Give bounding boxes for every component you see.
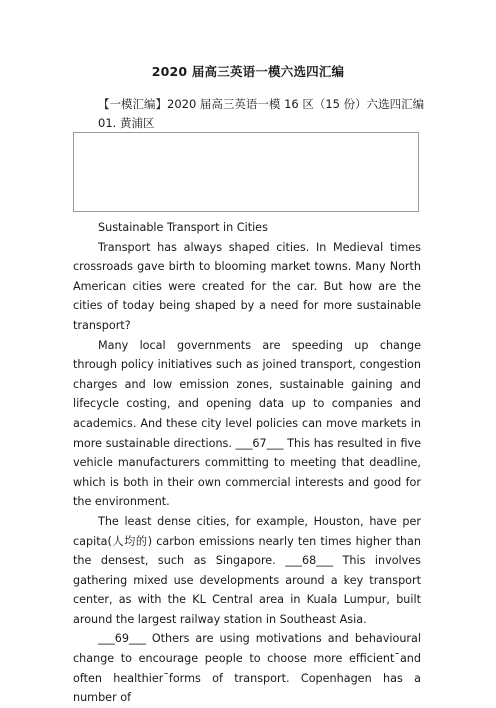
page-title: 2020 届高三英语一模六选四汇编 [151, 64, 345, 79]
article-paragraph: Transport has always shaped cities. In Medieval times crossroads gave birth to blooming market towns. Many North American cities were created for the car. But how are the cities of today being shaped by a need for more sustainable transport? [73, 240, 421, 332]
article-paragraph: ___69___ Others are using motivations and behavioural change to encourage people to choose more efficient¯and often healthier¯forms of transport. Copenhagen has a number of [73, 632, 421, 705]
article-paragraph: The least dense cities, for example, Houston, have per capita(人均的) carbon emissions nearly ten times higher than the densest, such as Singapore. ___68___ This involves gathering mixed use developments around a key transport center, as with the KL Central area in Kuala Lumpur, built around the largest railway station in Southeast Asia. [73, 514, 421, 626]
section-header: 【一模汇编】2020 届高三英语一模 16 区（15 份）六选四汇编 [98, 97, 425, 111]
article-body [73, 218, 421, 708]
empty-options-box [73, 132, 419, 212]
article-heading: Sustainable Transport in Cities [98, 221, 268, 234]
district-label: 01. 黄浦区 [98, 116, 155, 130]
article-paragraph: Many local governments are speeding up change through policy initiatives such as joined transport, congestion charges and low emission zones, sustainable gaining and lifecycle costing, and opening data up to companies and academics. And these city level policies can move markets in more sustainable directions. ___67___ This has resulted in five vehicle manufacturers committing to meeting that deadline, which is both in their own commercial interests and good for the environment. [73, 338, 421, 509]
